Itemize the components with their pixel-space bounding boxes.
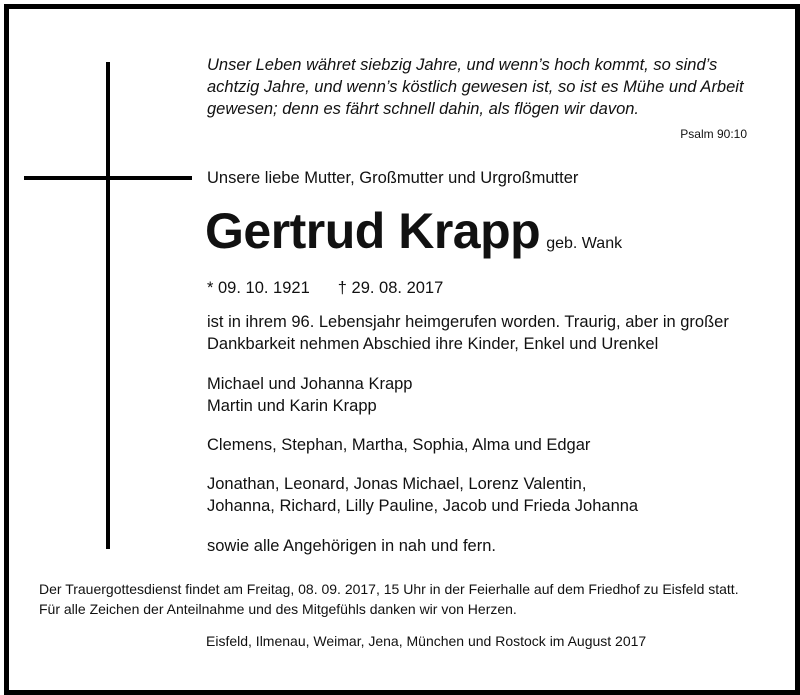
quote-source: Psalm 90:10 — [680, 127, 747, 141]
announcement-text: ist in ihrem 96. Lebensjahr heimgerufen worden. Traurig, aber in großer Dankbarkeit nehmen Abschied ihre Kinder, Enkel und Urenkel — [207, 313, 729, 353]
life-dates — [207, 279, 443, 298]
children-names: Michael und Johanna Krapp Martin und Karin Krapp — [207, 375, 413, 415]
grandchildren-names: Clemens, Stephan, Martha, Sophia, Alma und Edgar — [207, 436, 591, 454]
service-info: Der Trauergottesdienst findet am Freitag, 08. 09. 2017, 15 Uhr in der Feierhalle auf dem Friedhof zu Eisfeld statt. Für alle Zeichen der Anteilnahme und des Mitgefühls danken wir von Herzen. — [39, 581, 739, 617]
maiden-name: geb. Wank — [546, 235, 623, 252]
death-date: † 29. 08. 2017 — [337, 279, 444, 297]
great-grandchildren-names: Jonathan, Leonard, Jonas Michael, Lorenz Valentin, Johanna, Richard, Lilly Pauline, Jacob und Frieda Johanna — [207, 475, 639, 515]
cross-horizontal-bar — [24, 176, 192, 180]
relatives-line: sowie alle Angehörigen in nah und fern. — [207, 537, 496, 555]
cross-vertical-bar — [106, 62, 110, 549]
intro-line: Unsere liebe Mutter, Großmutter und Urgroßmutter — [207, 169, 579, 187]
birth-date: * 09. 10. 1921 — [207, 279, 310, 297]
place-and-date: Eisfeld, Ilmenau, Weimar, Jena, München und Rostock im August 2017 — [206, 633, 647, 649]
bible-quote: Unser Leben währet siebzig Jahre, und wenn’s hoch kommt, so sind’s achtzig Jahre, und wenn’s köstlich gewesen ist, so ist es Mühe und Arbeit gewesen; denn es fährt schnell dahin, als flögen wir davon. — [207, 56, 744, 118]
name-line — [205, 202, 622, 260]
obituary-frame — [4, 4, 800, 695]
deceased-name: Gertrud Krapp — [205, 203, 541, 259]
